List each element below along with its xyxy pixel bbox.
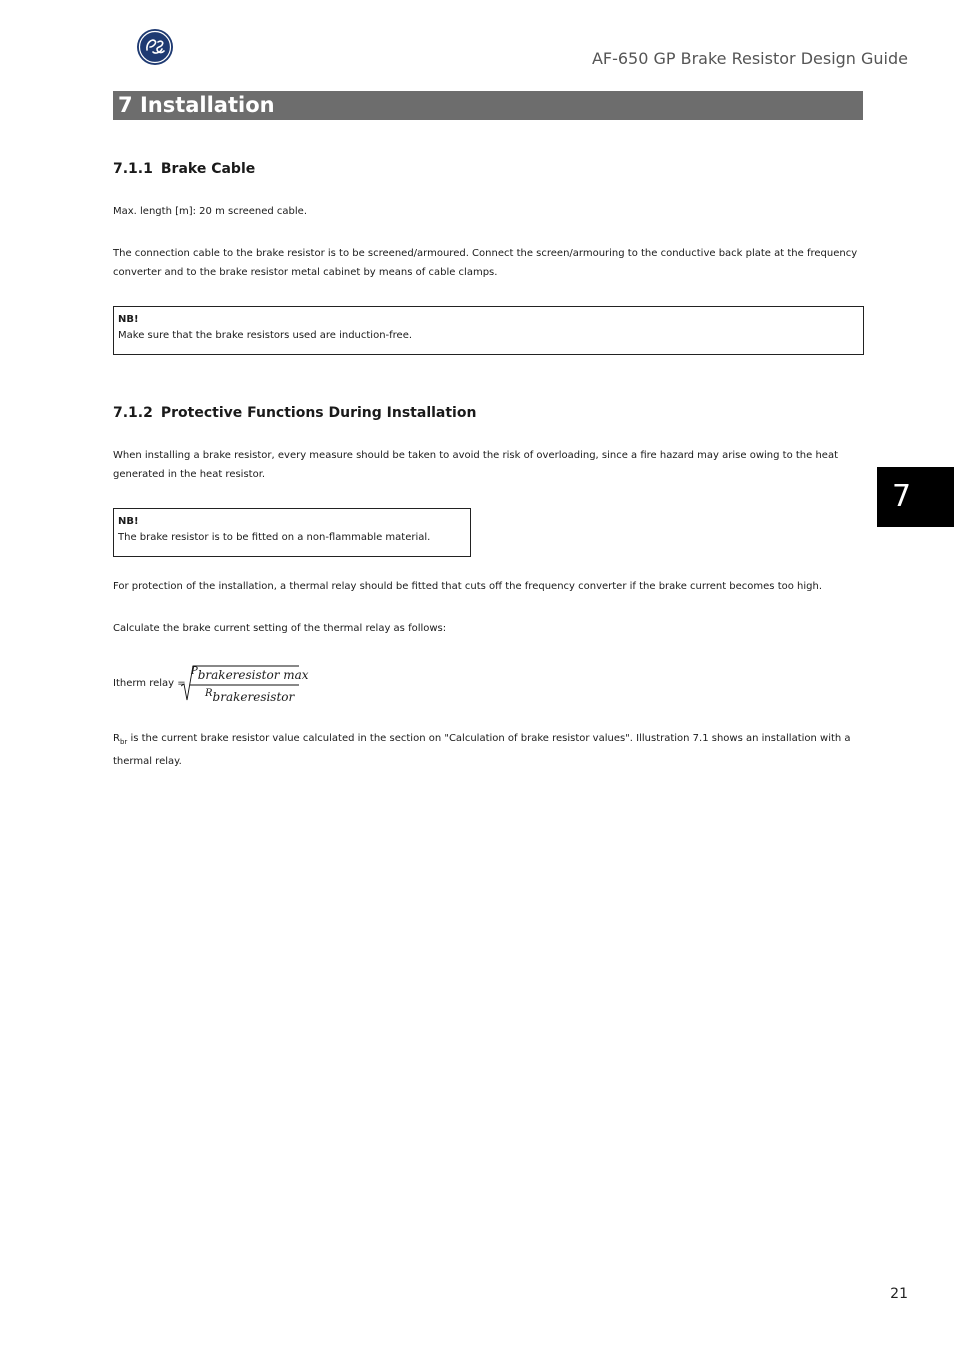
paragraph-overloading-risk: When installing a brake resistor, every measure should be taken to avoid the risk of overloading, since a fire hazard may arise owing to the heat generated in the heat resistor.: [113, 450, 838, 480]
formula-numerator: $^P$brakeresistor max: [191, 666, 309, 682]
paragraph-rbr-definition: [113, 729, 873, 771]
ge-logo: [136, 28, 174, 66]
rbr-symbol: R: [113, 733, 120, 744]
rbr-text: is the current brake resistor value calculated in the section on "Calculation of brake resistor values". Illustration 7.1 shows an installation with a thermal relay.: [113, 733, 851, 767]
section-number: 7.1.1: [113, 161, 153, 177]
paragraph-cable-screening: The connection cable to the brake resistor is to be screened/armoured. Connect the screen/armouring to the conductive back plate at the frequency converter and to the brake resistor metal cabinet by means of cable clamps.: [113, 248, 858, 278]
section-title: Protective Functions During Installation: [160, 405, 477, 421]
document-title: AF-650 GP Brake Resistor Design Guide: [591, 49, 908, 68]
section-number: 7.1.2: [113, 405, 153, 421]
formula-lhs: Itherm relay =: [113, 678, 186, 689]
note-text: Make sure that the brake resistors used are induction-free.: [118, 330, 413, 341]
chapter-title: Installation: [139, 93, 275, 117]
section-heading-brake-cable: [113, 161, 255, 177]
paragraph-calculate: Calculate the brake current setting of the thermal relay as follows:: [113, 623, 447, 634]
chapter-number: 7: [118, 93, 133, 117]
paragraph-max-length: Max. length [m]: 20 m screened cable.: [113, 206, 308, 217]
note-box-induction: [113, 306, 864, 355]
page-number: 21: [890, 1286, 908, 1302]
section-heading-protective-functions: [113, 405, 476, 421]
chapter-side-tab: 7: [877, 467, 954, 527]
note-box-non-flammable: [113, 508, 471, 557]
paragraph-thermal-relay: For protection of the installation, a thermal relay should be fitted that cuts off the frequency converter if the brake current becomes too high.: [113, 581, 823, 592]
formula-denominator: $^R$brakeresistor: [205, 688, 295, 704]
note-label: NB!: [118, 516, 139, 527]
note-text: The brake resistor is to be fitted on a non-flammable material.: [118, 532, 431, 543]
chapter-heading: [113, 91, 863, 120]
note-label: NB!: [118, 314, 139, 325]
rbr-subscript: br: [119, 738, 128, 746]
section-title: Brake Cable: [160, 161, 256, 177]
